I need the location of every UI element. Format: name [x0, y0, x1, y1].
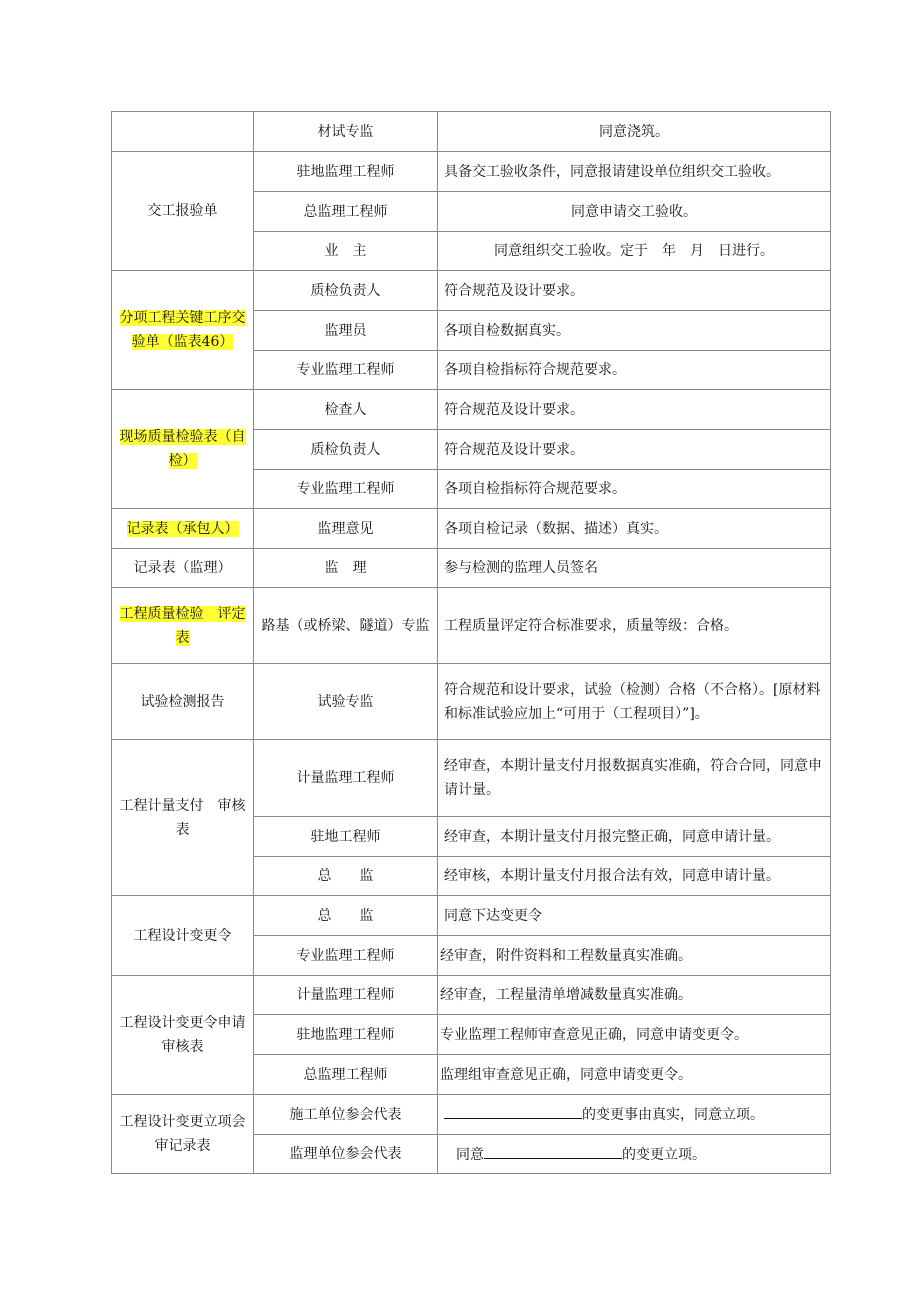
opinion-text: 的变更立项。	[622, 1146, 706, 1163]
form-name-cell: 记录表（监理）	[112, 549, 254, 588]
opinion-cell: 具备交工验收条件，同意报请建设单位组织交工验收。	[438, 152, 831, 192]
highlighted-form-name: 工程质量检验 评定表	[119, 605, 246, 646]
opinion-cell	[438, 1135, 831, 1174]
form-name-cell	[112, 588, 254, 664]
form-name-cell	[112, 390, 254, 509]
opinion-cell: 专业监理工程师审查意见正确，同意申请变更令。	[438, 1015, 831, 1055]
table-row	[112, 740, 831, 817]
role-cell: 专业监理工程师	[254, 351, 438, 390]
opinion-cell: 监理组审查意见正确，同意申请变更令。	[438, 1055, 831, 1095]
table-row	[112, 664, 831, 740]
highlighted-form-name: 分项工程关键工序交验单（监表46）	[119, 310, 246, 350]
opinion-cell: 同意浇筑。	[438, 112, 831, 152]
role-cell: 计量监理工程师	[254, 740, 438, 817]
table-row	[112, 976, 831, 1015]
opinion-cell: 符合规范和设计要求，试验（检测）合格（不合格）。[原材料和标准试验应加上“可用于（工程项目）”]。	[438, 664, 831, 740]
opinion-prefix: 同意	[456, 1146, 484, 1163]
form-name-cell: 工程设计变更令	[112, 896, 254, 976]
table-row	[112, 896, 831, 936]
opinion-cell: 符合规范及设计要求。	[438, 271, 831, 311]
table-row	[112, 509, 831, 549]
form-name-cell: 工程计量支付 审核表	[112, 740, 254, 896]
table-row	[112, 112, 831, 152]
opinion-cell: 各项自检数据真实。	[438, 311, 831, 351]
role-cell: 业 主	[254, 232, 438, 271]
role-cell: 施工单位参会代表	[254, 1095, 438, 1135]
form-name-cell	[112, 271, 254, 390]
opinion-cell: 各项自检记录（数据、描述）真实。	[438, 509, 831, 549]
role-cell: 专业监理工程师	[254, 936, 438, 976]
role-cell: 总监理工程师	[254, 1055, 438, 1095]
role-cell: 总 监	[254, 857, 438, 896]
role-cell: 计量监理工程师	[254, 976, 438, 1015]
opinion-cell: 同意申请交工验收。	[438, 192, 831, 232]
opinion-cell	[438, 1095, 831, 1135]
role-cell: 监理员	[254, 311, 438, 351]
opinion-cell: 同意下达变更令	[438, 896, 831, 936]
opinion-cell: 同意组织交工验收。定于 年 月 日进行。	[438, 232, 831, 271]
table-row	[112, 390, 831, 430]
table-row	[112, 152, 831, 192]
role-cell: 路基（或桥梁、隧道）专监	[254, 588, 438, 664]
opinion-cell: 经审查，本期计量支付月报完整正确，同意申请计量。	[438, 817, 831, 857]
role-cell: 总监理工程师	[254, 192, 438, 232]
form-name-cell	[112, 112, 254, 152]
opinion-cell: 工程质量评定符合标准要求，质量等级：合格。	[438, 588, 831, 664]
form-name-cell: 工程设计变更立项会审记录表	[112, 1095, 254, 1174]
role-cell: 质检负责人	[254, 430, 438, 470]
role-cell: 驻地工程师	[254, 817, 438, 857]
role-cell: 监 理	[254, 549, 438, 588]
supervision-opinion-table	[111, 111, 831, 1174]
fill-in-blank	[444, 1102, 582, 1119]
role-cell: 监理意见	[254, 509, 438, 549]
role-cell: 驻地监理工程师	[254, 152, 438, 192]
form-name-cell: 工程设计变更令申请审核表	[112, 976, 254, 1095]
opinion-cell: 经审查，本期计量支付月报数据真实准确，符合合同，同意申请计量。	[438, 740, 831, 817]
opinion-cell: 经审查，工程量清单增减数量真实准确。	[438, 976, 831, 1015]
table-row	[112, 588, 831, 664]
role-cell: 材试专监	[254, 112, 438, 152]
opinion-cell: 各项自检指标符合规范要求。	[438, 351, 831, 390]
opinion-cell: 符合规范及设计要求。	[438, 390, 831, 430]
form-name-cell: 试验检测报告	[112, 664, 254, 740]
opinion-cell: 各项自检指标符合规范要求。	[438, 470, 831, 509]
opinion-cell: 经审核，本期计量支付月报合法有效，同意申请计量。	[438, 857, 831, 896]
table-row	[112, 1095, 831, 1135]
highlighted-form-name: 现场质量检验表（自检）	[119, 429, 246, 469]
role-cell: 驻地监理工程师	[254, 1015, 438, 1055]
opinion-cell: 参与检测的监理人员签名	[438, 549, 831, 588]
role-cell: 专业监理工程师	[254, 470, 438, 509]
role-cell: 质检负责人	[254, 271, 438, 311]
highlighted-form-name: 记录表（承包人）	[126, 520, 239, 537]
table-row	[112, 549, 831, 588]
form-name-cell: 交工报验单	[112, 152, 254, 271]
opinion-text: 的变更事由真实，同意立项。	[582, 1107, 764, 1123]
role-cell: 检查人	[254, 390, 438, 430]
table-row	[112, 271, 831, 311]
opinion-cell: 经审查，附件资料和工程数量真实准确。	[438, 936, 831, 976]
form-name-cell	[112, 509, 254, 549]
opinion-cell: 符合规范及设计要求。	[438, 430, 831, 470]
role-cell: 试验专监	[254, 664, 438, 740]
fill-in-blank	[484, 1142, 622, 1159]
role-cell: 总 监	[254, 896, 438, 936]
role-cell: 监理单位参会代表	[254, 1135, 438, 1174]
